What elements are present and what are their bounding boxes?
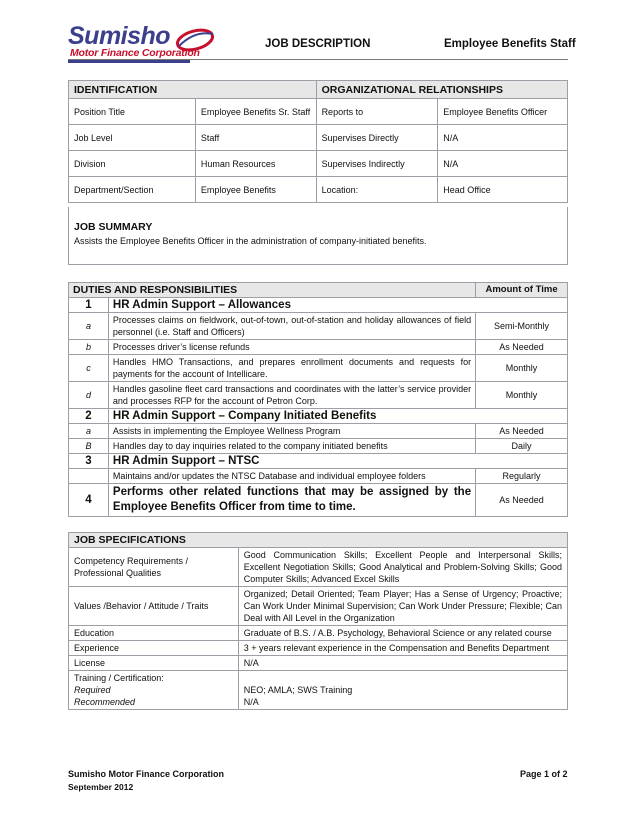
spec-row (69, 548, 568, 587)
duty-item-amount: As Needed (476, 340, 568, 355)
org-value: Employee Benefits Officer (438, 99, 568, 125)
duty-item-row (69, 439, 568, 454)
identification-table (68, 80, 568, 203)
ident-value: Employee Benefits (195, 177, 316, 203)
org-value: N/A (438, 125, 568, 151)
amount-heading: Amount of Time (476, 283, 568, 298)
duty-item-row (69, 382, 568, 409)
company-logo (68, 22, 218, 70)
specifications-table (68, 532, 568, 710)
duty-group-number: 2 (69, 409, 109, 424)
spec-row (69, 656, 568, 671)
job-summary-text: Assists the Employee Benefits Officer in the administration of company-initiated benefits. (74, 236, 427, 246)
ident-row (69, 99, 568, 125)
logo-underline (68, 60, 190, 63)
duty-item-letter: B (69, 439, 109, 454)
job-summary-box (68, 207, 568, 265)
ident-label: Job Level (69, 125, 196, 151)
ident-value: Staff (195, 125, 316, 151)
header-divider (68, 59, 568, 60)
training-value-cell (238, 671, 567, 710)
spec-row (69, 626, 568, 641)
ident-row (69, 125, 568, 151)
ident-label: Department/Section (69, 177, 196, 203)
duties-table (68, 282, 568, 517)
duty-item-text: Maintains and/or updates the NTSC Database and individual employee folders (108, 469, 475, 484)
duty-item-text: Processes claims on fieldwork, out-of-town, out-of-station and holiday allowances of field personnel (i.e. Staff and Officers) (108, 313, 475, 340)
spec-label: Experience (69, 641, 239, 656)
ident-row (69, 151, 568, 177)
duty-item-letter: d (69, 382, 109, 409)
duty-item-row (69, 469, 568, 484)
duty-group-title: HR Admin Support – Company Initiated Benefits (108, 409, 567, 424)
spec-label: Competency Requirements / Professional Qualities (69, 548, 239, 587)
logo-tagline: Motor Finance Corporation (70, 47, 200, 59)
ident-row (69, 177, 568, 203)
org-relationships-heading: ORGANIZATIONAL RELATIONSHIPS (316, 81, 567, 99)
duty-group-row (69, 409, 568, 424)
training-required-value: NEO; AMLA; SWS Training (243, 685, 353, 695)
duty-group-row (69, 454, 568, 469)
duty-item-amount: Semi-Monthly (476, 313, 568, 340)
duty-item-letter (69, 469, 109, 484)
training-label: Training / Certification: (74, 673, 164, 683)
duty-item-letter: c (69, 355, 109, 382)
duty-group-number: 4 (69, 484, 109, 517)
duty-item-letter: a (69, 424, 109, 439)
duty-item-text: Handles day to day inquiries related to the company initiated benefits (108, 439, 475, 454)
spec-value: Organized; Detail Oriented; Team Player; Has a Sense of Urgency; Proactive; Can Work Under Minimal Supervision; Can Work Under Pressure; Flexible; Can Deal with All Level in the Organization (238, 587, 567, 626)
duty-item-amount: Daily (476, 439, 568, 454)
duty-item-row (69, 340, 568, 355)
spec-value: N/A (238, 656, 567, 671)
logo-name: Sumisho (68, 22, 171, 50)
duty-item-amount: Monthly (476, 382, 568, 409)
spec-row (69, 587, 568, 626)
position-title: Employee Benefits Staff (444, 38, 576, 50)
spec-label: Values /Behavior / Attitude / Traits (69, 587, 239, 626)
spec-value: Graduate of B.S. / A.B. Psychology, Behavioral Science or any related course (238, 626, 567, 641)
duty-item-row (69, 355, 568, 382)
duty-item-amount: Regularly (476, 469, 568, 484)
duty-item-amount: As Needed (476, 484, 568, 517)
duties-heading: DUTIES AND RESPONSIBILITIES (69, 283, 476, 298)
ident-label: Position Title (69, 99, 196, 125)
training-label-cell (69, 671, 239, 710)
duty-group-title: HR Admin Support – NTSC (108, 454, 567, 469)
identification-heading: IDENTIFICATION (69, 81, 317, 99)
ident-value: Employee Benefits Sr. Staff (195, 99, 316, 125)
org-label: Supervises Directly (316, 125, 438, 151)
job-summary-heading: JOB SUMMARY (74, 221, 153, 233)
footer-page-number: Page 1 of 2 (520, 769, 568, 779)
training-recommended-value: N/A (243, 697, 259, 707)
ident-value: Human Resources (195, 151, 316, 177)
document-title: JOB DESCRIPTION (265, 38, 371, 50)
ident-label: Division (69, 151, 196, 177)
spec-row (69, 641, 568, 656)
duty-group-title: Performs other related functions that may be assigned by the Employee Benefits Officer from time to time. (108, 484, 475, 517)
duty-group-number: 1 (69, 298, 109, 313)
specifications-heading: JOB SPECIFICATIONS (69, 533, 568, 548)
duty-item-text: Processes driver’s license refunds (108, 340, 475, 355)
duty-group-number: 3 (69, 454, 109, 469)
duty-item-amount: Monthly (476, 355, 568, 382)
duty-item-text: Handles gasoline fleet card transactions and coordinates with the latter’s service provider and processes RFP for the account of Petron Corp. (108, 382, 475, 409)
duty-item-row (69, 313, 568, 340)
duty-item-text: Handles HMO Transactions, and prepares enrollment documents and requests for payments for the account of Intellicare. (108, 355, 475, 382)
spec-label: License (69, 656, 239, 671)
duty-item-row (69, 424, 568, 439)
org-label: Supervises Indirectly (316, 151, 438, 177)
duty-item-amount: As Needed (476, 424, 568, 439)
org-label: Reports to (316, 99, 438, 125)
spec-label: Education (69, 626, 239, 641)
org-value: N/A (438, 151, 568, 177)
duty-item-text: Assists in implementing the Employee Wellness Program (108, 424, 475, 439)
duty-group-title: HR Admin Support – Allowances (108, 298, 567, 313)
duty-group-row (69, 484, 568, 517)
training-recommended-label: Recommended (74, 697, 136, 707)
spec-value: 3 + years relevant experience in the Compensation and Benefits Department (238, 641, 567, 656)
footer-company: Sumisho Motor Finance Corporation (68, 769, 225, 779)
spec-value: Good Communication Skills; Excellent People and Interpersonal Skills; Excellent Negotiation Skills; Good Analytical and Problem-Solving Skills; Good Computer Skills; Advanced Excel Skills (238, 548, 567, 587)
org-value: Head Office (438, 177, 568, 203)
duty-item-letter: a (69, 313, 109, 340)
spec-row-training (69, 671, 568, 710)
footer-date: September 2012 (68, 782, 134, 792)
duty-item-letter: b (69, 340, 109, 355)
training-required-label: Required (74, 685, 111, 695)
org-label: Location: (316, 177, 438, 203)
duty-group-row (69, 298, 568, 313)
